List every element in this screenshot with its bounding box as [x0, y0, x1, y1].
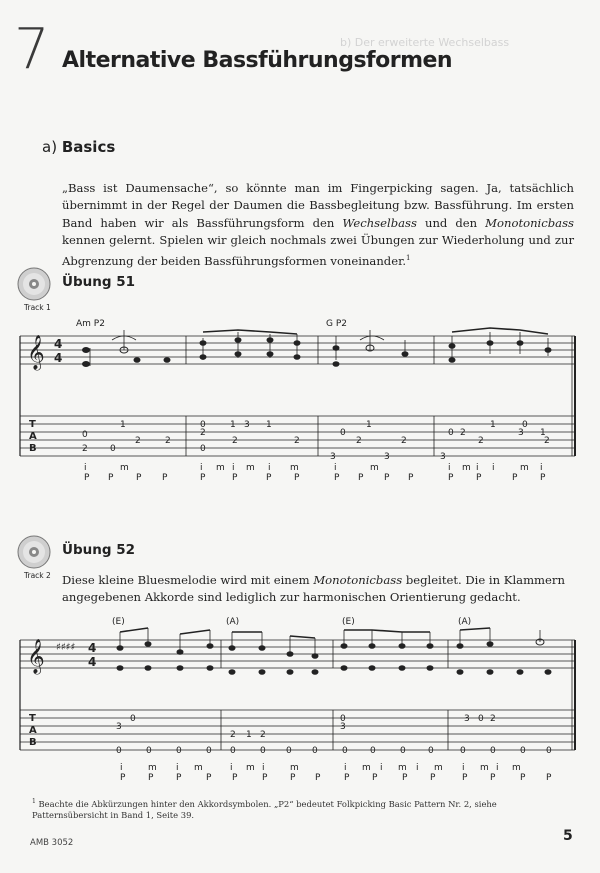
- svg-text:2: 2: [200, 428, 206, 438]
- svg-text:i: i: [416, 763, 419, 773]
- svg-text:P: P: [448, 473, 454, 483]
- intro-emph-monotonicbass: Monotonicbass: [485, 215, 574, 230]
- svg-text:2: 2: [460, 428, 466, 438]
- tab-letter: A: [29, 725, 37, 736]
- svg-text:i: i: [120, 763, 123, 773]
- svg-text:1: 1: [246, 730, 252, 740]
- svg-text:m: m: [246, 463, 255, 473]
- tab-letter: T: [29, 419, 36, 430]
- svg-text:2: 2: [232, 436, 238, 446]
- svg-text:0: 0: [428, 746, 434, 756]
- svg-text:3: 3: [384, 452, 390, 462]
- svg-text:0: 0: [312, 746, 318, 756]
- section-letter: a): [42, 138, 58, 156]
- svg-text:1: 1: [266, 420, 272, 430]
- svg-text:3: 3: [330, 452, 336, 462]
- svg-text:0: 0: [260, 746, 266, 756]
- svg-text:0: 0: [490, 746, 496, 756]
- svg-text:m: m: [370, 463, 379, 473]
- svg-text:m: m: [290, 763, 299, 773]
- tab-letter: B: [29, 737, 37, 748]
- cd-icon[interactable]: [16, 266, 52, 302]
- exercise-52-intro: [62, 572, 577, 607]
- page-number: 5: [563, 828, 573, 844]
- svg-text:2: 2: [478, 436, 484, 446]
- time-sig-top: 4: [88, 641, 97, 655]
- ex52-intro-em: Monotonicbass: [313, 573, 403, 587]
- svg-text:2: 2: [544, 436, 550, 446]
- svg-text:m: m: [290, 463, 299, 473]
- svg-text:i: i: [492, 463, 495, 473]
- svg-text:i: i: [496, 763, 499, 773]
- svg-text:2: 2: [230, 730, 236, 740]
- svg-text:P: P: [84, 473, 90, 483]
- svg-text:0: 0: [116, 746, 122, 756]
- svg-text:P: P: [162, 473, 168, 483]
- svg-text:0: 0: [478, 714, 484, 724]
- svg-text:i: i: [262, 763, 265, 773]
- svg-text:3: 3: [116, 722, 122, 732]
- svg-text:P: P: [546, 773, 552, 783]
- svg-text:2: 2: [294, 436, 300, 446]
- svg-text:0: 0: [82, 430, 88, 440]
- svg-text:P: P: [408, 473, 414, 483]
- time-sig-top: 4: [54, 337, 63, 351]
- svg-text:P: P: [358, 473, 364, 483]
- svg-text:3: 3: [518, 428, 524, 438]
- footnote-ref[interactable]: 1: [406, 253, 411, 262]
- footnote: [32, 796, 572, 822]
- svg-text:P: P: [200, 473, 206, 483]
- svg-text:2: 2: [401, 436, 407, 446]
- svg-text:0: 0: [230, 746, 236, 756]
- intro-text-2: und den: [416, 215, 486, 230]
- svg-text:1: 1: [366, 420, 372, 430]
- tab-letter: B: [29, 443, 37, 454]
- svg-text:0: 0: [130, 714, 136, 724]
- section-heading: [42, 138, 115, 156]
- fingering-row: [84, 463, 546, 483]
- svg-text:1: 1: [540, 428, 546, 438]
- chord-label: G P2: [326, 319, 347, 329]
- exercise-52-track: Track 2: [24, 571, 51, 580]
- svg-text:i: i: [540, 463, 543, 473]
- svg-text:i: i: [268, 463, 271, 473]
- svg-text:m: m: [520, 463, 529, 473]
- intro-paragraph: [62, 180, 574, 270]
- svg-text:1: 1: [230, 420, 236, 430]
- exercise-52-title: Übung 52: [62, 542, 135, 558]
- exercise-51-track: Track 1: [24, 303, 51, 312]
- svg-text:0: 0: [448, 428, 454, 438]
- svg-text:P: P: [402, 773, 408, 783]
- footnote-marker: 1: [32, 798, 36, 805]
- chord-label: (A): [458, 617, 472, 627]
- svg-text:2: 2: [356, 436, 362, 446]
- svg-text:P: P: [462, 773, 468, 783]
- svg-text:0: 0: [340, 428, 346, 438]
- footer-code: AMB 3052: [30, 838, 74, 848]
- ghost-bleed-text: b) Der erweiterte Wechselbass: [340, 36, 510, 49]
- tab-letter: T: [29, 713, 36, 724]
- svg-text:P: P: [232, 473, 238, 483]
- svg-text:P: P: [232, 773, 238, 783]
- svg-text:m: m: [216, 463, 225, 473]
- svg-text:m: m: [434, 763, 443, 773]
- svg-text:P: P: [176, 773, 182, 783]
- chapter-title: Alternative Bassführungsformen: [62, 48, 453, 73]
- time-sig-bottom: 4: [88, 655, 97, 669]
- svg-text:P: P: [490, 773, 496, 783]
- svg-text:0: 0: [206, 746, 212, 756]
- svg-text:i: i: [334, 463, 337, 473]
- svg-text:P: P: [512, 473, 518, 483]
- svg-text:0: 0: [342, 746, 348, 756]
- svg-text:P: P: [384, 473, 390, 483]
- svg-text:3: 3: [340, 722, 346, 732]
- svg-text:i: i: [232, 463, 235, 473]
- svg-text:1: 1: [490, 420, 496, 430]
- svg-text:0: 0: [546, 746, 552, 756]
- svg-text:P: P: [148, 773, 154, 783]
- treble-clef-icon: 𝄞: [27, 639, 45, 674]
- fingering-row: [120, 763, 552, 783]
- svg-text:i: i: [84, 463, 87, 473]
- svg-text:i: i: [176, 763, 179, 773]
- svg-text:m: m: [148, 763, 157, 773]
- svg-text:2: 2: [490, 714, 496, 724]
- svg-text:P: P: [294, 473, 300, 483]
- exercise-52-notation: [0, 610, 600, 790]
- tab-letter: A: [29, 431, 37, 442]
- svg-text:0: 0: [176, 746, 182, 756]
- svg-text:P: P: [108, 473, 114, 483]
- svg-text:2: 2: [165, 436, 171, 446]
- svg-text:0: 0: [286, 746, 292, 756]
- svg-text:0: 0: [110, 444, 116, 454]
- svg-text:P: P: [262, 773, 268, 783]
- treble-clef-icon: 𝄞: [27, 335, 45, 370]
- svg-text:m: m: [480, 763, 489, 773]
- section-title: Basics: [61, 138, 116, 156]
- svg-text:m: m: [194, 763, 203, 773]
- ex52-intro-a: Diese kleine Bluesmelodie wird mit einem: [62, 573, 314, 587]
- svg-text:i: i: [380, 763, 383, 773]
- svg-text:P: P: [540, 473, 546, 483]
- chord-label: (E): [342, 617, 355, 627]
- footnote-text: Beachte die Abkürzungen hinter den Akkordsymbolen. „P2“ bedeutet Folkpicking Basic Pattern Nr. 2, siehe Patternsübersicht in Band 1, Seite 39.: [32, 798, 497, 821]
- svg-text:m: m: [362, 763, 371, 773]
- svg-text:P: P: [206, 773, 212, 783]
- svg-text:0: 0: [370, 746, 376, 756]
- svg-text:2: 2: [260, 730, 266, 740]
- svg-text:2: 2: [135, 436, 141, 446]
- svg-text:3: 3: [440, 452, 446, 462]
- exercise-51-title: Übung 51: [62, 274, 135, 290]
- svg-text:P: P: [266, 473, 272, 483]
- svg-text:0: 0: [460, 746, 466, 756]
- svg-text:0: 0: [522, 420, 528, 430]
- svg-text:P: P: [136, 473, 142, 483]
- svg-text:0: 0: [200, 420, 206, 430]
- intro-text-3: kennen gelernt. Spielen wir gleich nochmals zwei Übungen zur Wiederholung und zur Abgrenzung der beiden Bassführungsformen voneinander.: [62, 233, 574, 268]
- svg-text:m: m: [398, 763, 407, 773]
- svg-text:P: P: [120, 773, 126, 783]
- svg-text:i: i: [476, 463, 479, 473]
- chord-label: Am P2: [76, 319, 105, 329]
- intro-text-1: „Bass ist Daumensache“, so könnte man im Fingerpicking sagen. Ja, tatsächlich übernimmt in der Regel der Daumen die Bassbegleitung bzw. Bassführung. Im ersten Band haben wir als Bassführungsform den: [62, 181, 574, 230]
- svg-text:0: 0: [520, 746, 526, 756]
- svg-text:m: m: [462, 463, 471, 473]
- svg-text:m: m: [246, 763, 255, 773]
- svg-text:m: m: [512, 763, 521, 773]
- svg-text:0: 0: [146, 746, 152, 756]
- svg-text:P: P: [430, 773, 436, 783]
- intro-emph-wechselbass: Wechselbass: [342, 215, 417, 230]
- ex52-intro-b: begleitet. Die in Klammern angegebenen Akkorde sind lediglich zur harmonischen Orientierung gedacht.: [62, 573, 565, 605]
- svg-text:P: P: [372, 773, 378, 783]
- svg-text:0: 0: [400, 746, 406, 756]
- svg-text:P: P: [290, 773, 296, 783]
- svg-text:i: i: [200, 463, 203, 473]
- cd-icon[interactable]: [16, 534, 52, 570]
- svg-text:P: P: [476, 473, 482, 483]
- svg-text:3: 3: [244, 420, 250, 430]
- svg-text:m: m: [120, 463, 129, 473]
- svg-text:1: 1: [120, 420, 126, 430]
- svg-text:P: P: [344, 773, 350, 783]
- svg-text:P: P: [315, 773, 321, 783]
- svg-text:0: 0: [200, 444, 206, 454]
- svg-text:i: i: [230, 763, 233, 773]
- svg-text:i: i: [448, 463, 451, 473]
- time-sig-bottom: 4: [54, 351, 63, 365]
- chord-label: (A): [226, 617, 240, 627]
- svg-text:3: 3: [464, 714, 470, 724]
- svg-text:P: P: [334, 473, 340, 483]
- chapter-number: 7: [14, 17, 50, 82]
- key-signature-sharps: ♯♯♯♯: [56, 642, 76, 653]
- svg-text:i: i: [462, 763, 465, 773]
- svg-text:P: P: [520, 773, 526, 783]
- svg-text:2: 2: [82, 444, 88, 454]
- chord-label: (E): [112, 617, 125, 627]
- exercise-51-notation: [0, 310, 600, 490]
- svg-text:i: i: [344, 763, 347, 773]
- svg-text:0: 0: [340, 714, 346, 724]
